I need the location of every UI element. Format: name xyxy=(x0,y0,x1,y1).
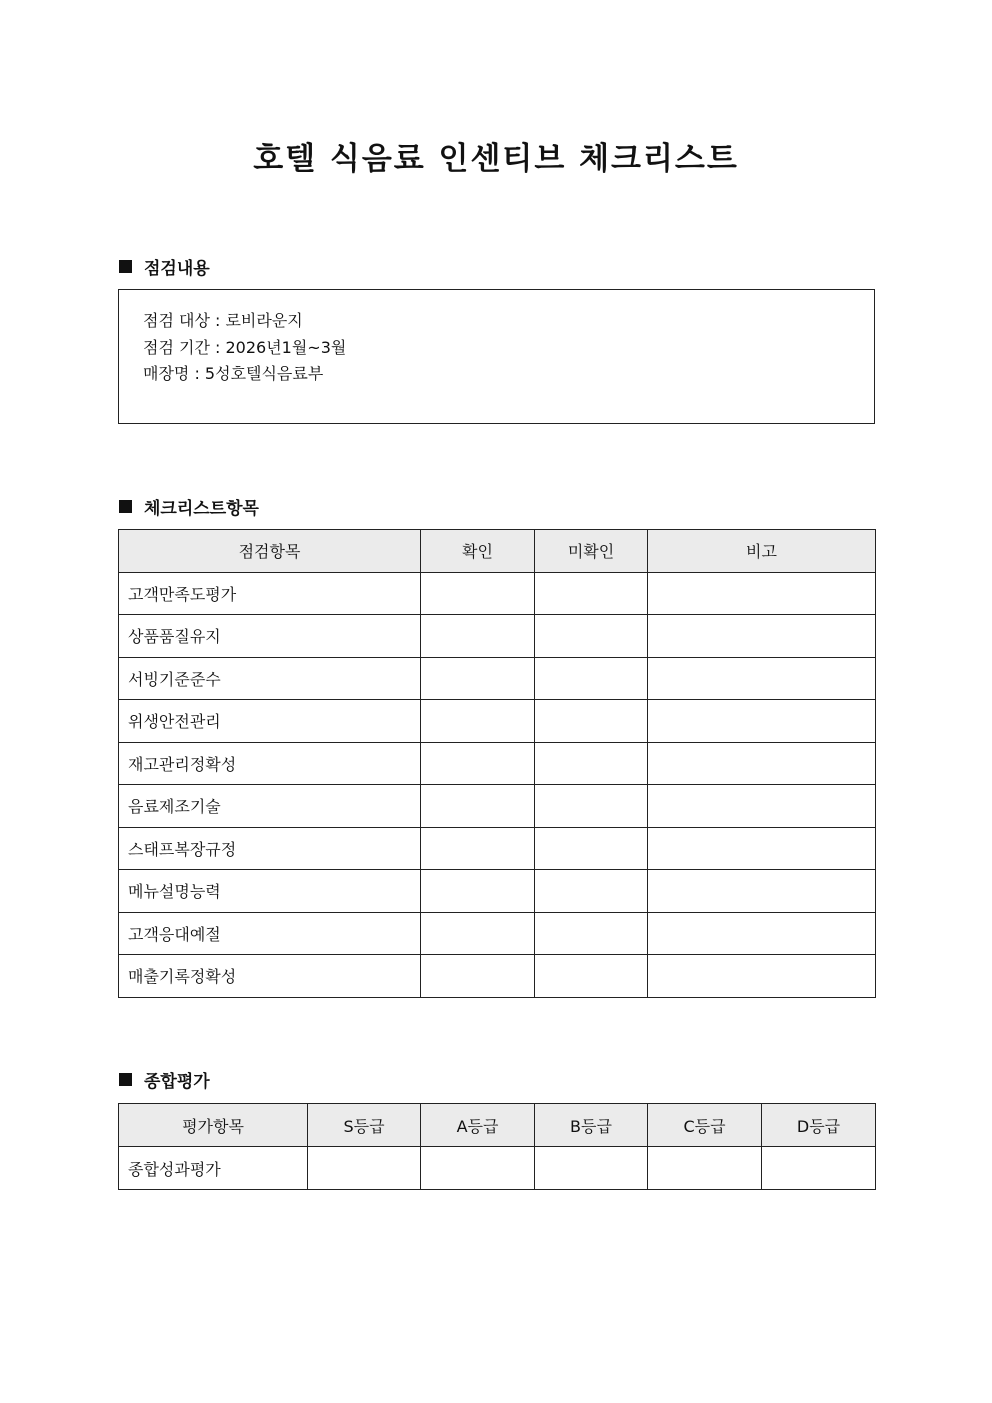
table-row xyxy=(119,572,876,615)
inspection-target-line: 점검 대상 : 로비라운지 xyxy=(143,311,303,330)
unconfirmed-cell[interactable] xyxy=(535,742,648,785)
store-name-line: 매장명 : 5성호텔식음료부 xyxy=(143,364,324,383)
remarks-cell[interactable] xyxy=(648,700,876,743)
confirmed-cell[interactable] xyxy=(421,870,535,913)
unconfirmed-cell[interactable] xyxy=(535,955,648,998)
section-heading-label: 체크리스트항목 xyxy=(144,499,259,519)
confirmed-cell[interactable] xyxy=(421,827,535,870)
unconfirmed-cell[interactable] xyxy=(535,657,648,700)
evaluation-item-label: 종합성과평가 xyxy=(119,1147,308,1190)
checklist-item-label: 스태프복장규정 xyxy=(119,827,421,870)
table-row xyxy=(119,700,876,743)
remarks-cell[interactable] xyxy=(648,785,876,828)
unconfirmed-cell[interactable] xyxy=(535,785,648,828)
table-row xyxy=(119,657,876,700)
square-bullet-icon xyxy=(119,500,132,513)
column-header-grade-c: C등급 xyxy=(648,1104,762,1147)
grade-d-cell[interactable] xyxy=(762,1147,876,1190)
confirmed-cell[interactable] xyxy=(421,742,535,785)
checklist-item-label: 고객응대예절 xyxy=(119,912,421,955)
column-header-eval-item: 평가항목 xyxy=(119,1104,308,1147)
column-header-grade-s: S등급 xyxy=(308,1104,421,1147)
checklist-item-label: 고객만족도평가 xyxy=(119,572,421,615)
remarks-cell[interactable] xyxy=(648,572,876,615)
table-row xyxy=(119,742,876,785)
table-header-row xyxy=(119,530,876,573)
square-bullet-icon xyxy=(119,1073,132,1086)
checklist-item-label: 메뉴설명능력 xyxy=(119,870,421,913)
document-title: 호텔 식음료 인센티브 체크리스트 xyxy=(253,141,739,177)
table-row xyxy=(119,955,876,998)
remarks-cell[interactable] xyxy=(648,912,876,955)
inspection-info-box xyxy=(118,289,875,424)
confirmed-cell[interactable] xyxy=(421,785,535,828)
confirmed-cell[interactable] xyxy=(421,657,535,700)
remarks-cell[interactable] xyxy=(648,955,876,998)
confirmed-cell[interactable] xyxy=(421,615,535,658)
unconfirmed-cell[interactable] xyxy=(535,700,648,743)
table-row xyxy=(119,785,876,828)
column-header-grade-b: B등급 xyxy=(535,1104,648,1147)
table-row xyxy=(119,827,876,870)
section-heading-checklist xyxy=(119,494,259,519)
checklist-item-label: 서빙기준준수 xyxy=(119,657,421,700)
grade-s-cell[interactable] xyxy=(308,1147,421,1190)
column-header-remarks: 비고 xyxy=(648,530,876,573)
checklist-item-label: 음료제조기술 xyxy=(119,785,421,828)
checklist-item-label: 재고관리정확성 xyxy=(119,742,421,785)
confirmed-cell[interactable] xyxy=(421,912,535,955)
unconfirmed-cell[interactable] xyxy=(535,827,648,870)
confirmed-cell[interactable] xyxy=(421,955,535,998)
remarks-cell[interactable] xyxy=(648,615,876,658)
square-bullet-icon xyxy=(119,260,132,273)
confirmed-cell[interactable] xyxy=(421,700,535,743)
checklist-item-label: 상품품질유지 xyxy=(119,615,421,658)
checklist-table xyxy=(118,529,876,998)
checklist-item-label: 매출기록정확성 xyxy=(119,955,421,998)
confirmed-cell[interactable] xyxy=(421,572,535,615)
section-heading-label: 종합평가 xyxy=(144,1072,210,1092)
remarks-cell[interactable] xyxy=(648,742,876,785)
grade-a-cell[interactable] xyxy=(421,1147,535,1190)
table-header-row xyxy=(119,1104,876,1147)
column-header-unconfirmed: 미확인 xyxy=(535,530,648,573)
grade-b-cell[interactable] xyxy=(535,1147,648,1190)
remarks-cell[interactable] xyxy=(648,827,876,870)
remarks-cell[interactable] xyxy=(648,657,876,700)
remarks-cell[interactable] xyxy=(648,870,876,913)
unconfirmed-cell[interactable] xyxy=(535,912,648,955)
unconfirmed-cell[interactable] xyxy=(535,572,648,615)
checklist-item-label: 위생안전관리 xyxy=(119,700,421,743)
column-header-item: 점검항목 xyxy=(119,530,421,573)
inspection-period-line: 점검 기간 : 2026년1월~3월 xyxy=(143,337,347,357)
unconfirmed-cell[interactable] xyxy=(535,615,648,658)
overall-evaluation-table xyxy=(118,1103,876,1190)
unconfirmed-cell[interactable] xyxy=(535,870,648,913)
section-heading-label: 점검내용 xyxy=(144,259,210,279)
table-row xyxy=(119,870,876,913)
column-header-grade-a: A등급 xyxy=(421,1104,535,1147)
column-header-grade-d: D등급 xyxy=(762,1104,876,1147)
section-heading-overall xyxy=(119,1067,210,1092)
column-header-confirmed: 확인 xyxy=(421,530,535,573)
grade-c-cell[interactable] xyxy=(648,1147,762,1190)
table-row xyxy=(119,1147,876,1190)
table-row xyxy=(119,912,876,955)
table-row xyxy=(119,615,876,658)
section-heading-inspection xyxy=(119,254,210,279)
